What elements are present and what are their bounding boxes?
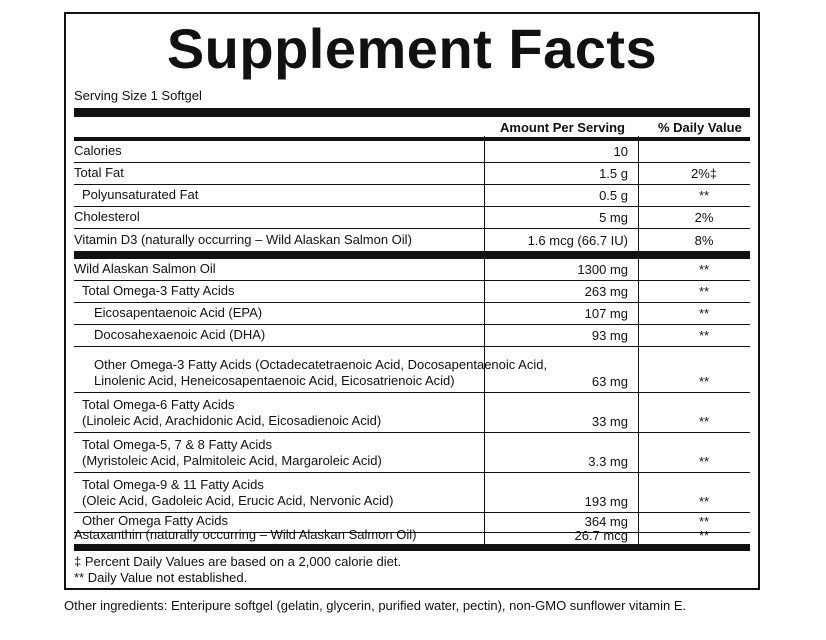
- nutrient-name: Other Omega Fatty Acids: [82, 513, 228, 528]
- amount-per-serving: 0.5 g: [599, 188, 628, 203]
- table-row: [74, 393, 750, 433]
- nutrient-name: Vitamin D3 (naturally occurring – Wild Alaskan Salmon Oil): [74, 232, 412, 247]
- table-row: [74, 259, 750, 281]
- panel-title: Supplement Facts: [166, 17, 658, 80]
- footnote-stars: ** Daily Value not established.: [74, 570, 248, 585]
- nutrient-name: Total Omega-5, 7 & 8 Fatty Acids (Myristoleic Acid, Palmitoleic Acid, Margaroleic Acid): [82, 437, 382, 468]
- amount-per-serving: 26.7 mcg: [574, 528, 628, 543]
- table-row: [74, 163, 750, 185]
- daily-value: **: [698, 494, 710, 509]
- daily-value: **: [698, 188, 710, 203]
- amount-per-serving: 3.3 mg: [588, 454, 628, 469]
- bottom-thick-rule: [74, 544, 750, 551]
- daily-value: **: [698, 284, 710, 299]
- amount-per-serving: 364 mg: [584, 514, 628, 529]
- amount-per-serving: 1.6 mcg (66.7 IU): [527, 233, 628, 248]
- nutrient-name: Total Omega-3 Fatty Acids: [82, 283, 235, 298]
- amount-per-serving: 1300 mg: [577, 262, 628, 277]
- nutrient-name: Cholesterol: [74, 209, 140, 224]
- table-row: [74, 207, 750, 229]
- nutrient-name: Wild Alaskan Salmon Oil: [74, 261, 216, 276]
- amount-per-serving: 10: [613, 144, 628, 159]
- daily-value: **: [698, 374, 710, 389]
- daily-value: **: [698, 328, 710, 343]
- amount-per-serving: 33 mg: [591, 414, 628, 429]
- nutrient-name: Eicosapentaenoic Acid (EPA): [94, 305, 263, 320]
- daily-value: **: [698, 262, 710, 277]
- amount-per-serving: 193 mg: [584, 494, 628, 509]
- dv-header: % Daily Value: [658, 120, 742, 135]
- amount-per-serving: 93 mg: [591, 328, 628, 343]
- daily-value: **: [698, 414, 710, 429]
- nutrient-name: Total Omega-6 Fatty Acids (Linoleic Acid, Arachidonic Acid, Eicosadienoic Acid): [82, 397, 382, 428]
- nutrient-name: Calories: [74, 143, 122, 158]
- table-row: [74, 347, 750, 393]
- daily-value: **: [698, 454, 710, 469]
- daily-value: **: [698, 528, 710, 543]
- nutrient-name: Other Omega-3 Fatty Acids (Octadecatetraenoic Acid, Docosapentaenoic Acid, Linolenic Acid, Heneicosapentaenoic Acid, Eicosatrienoic Acid): [94, 357, 548, 388]
- mid-thick-rule: [74, 251, 750, 259]
- amount-per-serving: 5 mg: [599, 210, 628, 225]
- nutrient-name: Polyunsaturated Fat: [82, 187, 199, 202]
- table-row: [74, 325, 750, 347]
- serving-size: Serving Size 1 Softgel: [74, 88, 202, 103]
- daily-value: 8%: [694, 233, 714, 248]
- daily-value: **: [698, 306, 710, 321]
- nutrient-name: Astaxanthin (naturally occurring – Wild Alaskan Salmon Oil): [74, 527, 417, 542]
- daily-value: 2%: [694, 210, 714, 225]
- supplement-facts-panel: [64, 12, 760, 590]
- table-row: [74, 433, 750, 473]
- amount-per-serving: 63 mg: [591, 374, 628, 389]
- daily-value: **: [698, 514, 710, 529]
- footnote-dagger: ‡ Percent Daily Values are based on a 2,000 calorie diet.: [74, 554, 402, 569]
- amount-per-serving: 1.5 g: [599, 166, 628, 181]
- top-thick-rule: [74, 108, 750, 117]
- nutrient-name: Total Fat: [74, 165, 124, 180]
- table-row: [74, 303, 750, 325]
- amount-per-serving: 263 mg: [584, 284, 628, 299]
- amount-header: Amount Per Serving: [500, 120, 625, 135]
- nutrient-name: Docosahexaenoic Acid (DHA): [94, 327, 266, 342]
- nutrient-name: Total Omega-9 & 11 Fatty Acids (Oleic Acid, Gadoleic Acid, Erucic Acid, Nervonic Acid): [82, 477, 394, 508]
- table-row: [74, 185, 750, 207]
- amount-per-serving: 107 mg: [584, 306, 628, 321]
- table-row: [74, 141, 750, 163]
- table-row: [74, 229, 750, 251]
- table-row: [74, 281, 750, 303]
- daily-value: 2%‡: [690, 166, 718, 181]
- other-ingredients: Other ingredients: Enteripure softgel (gelatin, glycerin, purified water, pectin), non-GMO sunflower vitamin E.: [64, 598, 687, 613]
- table-row: [74, 473, 750, 513]
